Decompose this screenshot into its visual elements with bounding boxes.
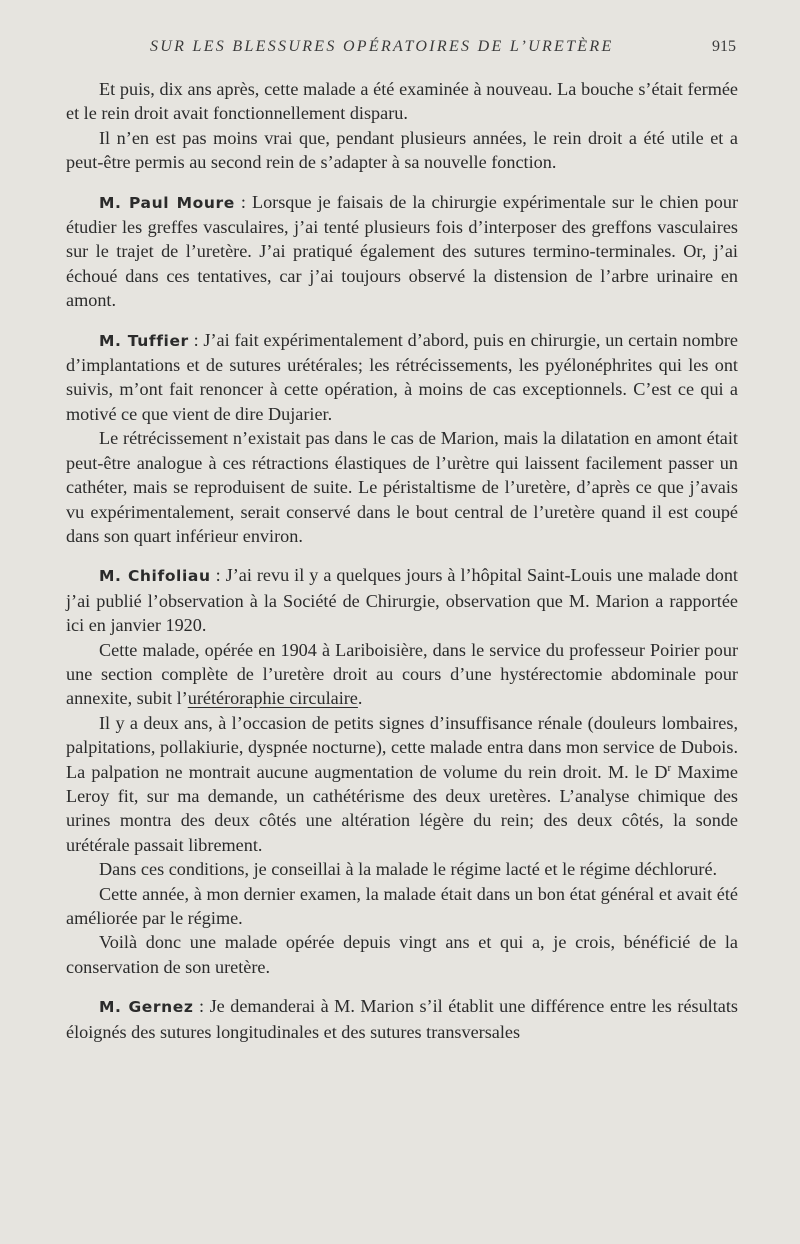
paragraph: Cette année, à mon dernier examen, la malade était dans un bon état général et avait été améliorée par le régime. <box>66 883 738 928</box>
paragraph: Et puis, dix ans après, cette malade a été examinée à nouveau. La bouche s’était fermée et le rein droit avait fonctionnellement disparu. <box>66 79 738 124</box>
paragraph-gernez: M. Gernez : Je demanderai à M. Marion s’il établit une différence entre les résultats éloignés des sutures longitudinales et des sutures transversales <box>66 996 738 1042</box>
paragraph: Le rétrécissement n’existait pas dans le cas de Marion, mais la dilatation en amont était peut-être analogue à ces rétractions élastiques de l’urètre qui laissent facilement passer un cathéter, mais se reproduisent de suite. Le péristaltisme de l’uretère, d’après ce que j’avais vu expérimentalement, serait conservé dans le bout central de l’uretère quand il est coupé dans son quart inférieur environ. <box>66 428 738 546</box>
paragraph-tuffier: M. Tuffier : J’ai fait expérimentalement d’abord, puis en chirurgie, un certain nombre d’implantations et de sutures urétérales; les rétrécissements, les pyélonéphrites qui les ont suivis, m’ont fait renoncer à cette opération, à moins de cas exceptionnels. C’est ce qui a motivé ce que vient de dire Dujarier. <box>66 329 738 424</box>
speaker-name: M. Chifoliau <box>99 567 211 586</box>
paragraph-moure: M. Paul Moure : Lorsque je faisais de la chirurgie expérimentale sur le chien pour étudier les greffes vasculaires, j’ai tenté plusieurs fois d’interposer des greffons vasculaires sur le trajet de l’uretère. J’ai pratiqué également des sutures termino-terminales. Or, j’ai échoué dans ces tentatives, car j’ai toujours observé la distension de l’arbre urinaire en amont. <box>66 191 739 311</box>
paragraph: Il y a deux ans, à l’occasion de petits signes d’insuffisance rénale (douleurs lombaires, palpitations, pollakiurie, dyspnée nocturne), cette malade entra dans mon service de Dubois. La palpation ne montrait aucune augmentation de volume du rein droit. M. le $D^r$ Maxime Leroy fit, sur ma demande, un cathétérisme des deux uretères. L’analyse chimique des urines montra des deux côtés une altération légère du rein; des deux côtés, la sonde urétérale passait librement. <box>66 712 738 855</box>
paragraph: Il n’en est pas moins vrai que, pendant plusieurs années, le rein droit a été utile et a peut-être permis au second rein de s’adapter à sa nouvelle fonction. <box>66 127 738 173</box>
paragraph: Voilà donc une malade opérée depuis vingt ans et qui a, je crois, bénéficié de la conservation de son uretère. <box>66 932 738 977</box>
paragraph: Dans ces conditions, je conseillai à la malade le régime lacté et le régime déchloruré. <box>99 859 718 880</box>
paragraph-chifoliau: M. Chifoliau : J’ai revu il y a quelques jours à l’hôpital Saint-Louis une malade dont j’ai publié l’observation à la Société de Chirurgie, observation que M. Marion a rapportée ici en janvier 1920. <box>66 565 738 636</box>
speaker-name: M. Gernez <box>99 998 194 1017</box>
running-header <box>0 30 800 62</box>
paragraph: Cette malade, opérée en 1904 à Lariboisière, dans le service du professeur Poirier pour une section complète de l’uretère droit au cours d’une hystérectomie abdominale pour annexite, subit l’urétéroraphie circulaire. <box>66 639 738 709</box>
body-text <box>66 77 738 1044</box>
page-number: 915 <box>712 38 736 55</box>
speaker-name: M. Tuffier <box>99 331 189 350</box>
speaker-name: M. Paul Moure <box>99 193 235 212</box>
running-title: SUR LES BLESSURES OPÉRATOIRES DE L’URETÈRE <box>150 38 614 55</box>
underlined-term: urétéroraphie circulaire <box>187 688 358 709</box>
